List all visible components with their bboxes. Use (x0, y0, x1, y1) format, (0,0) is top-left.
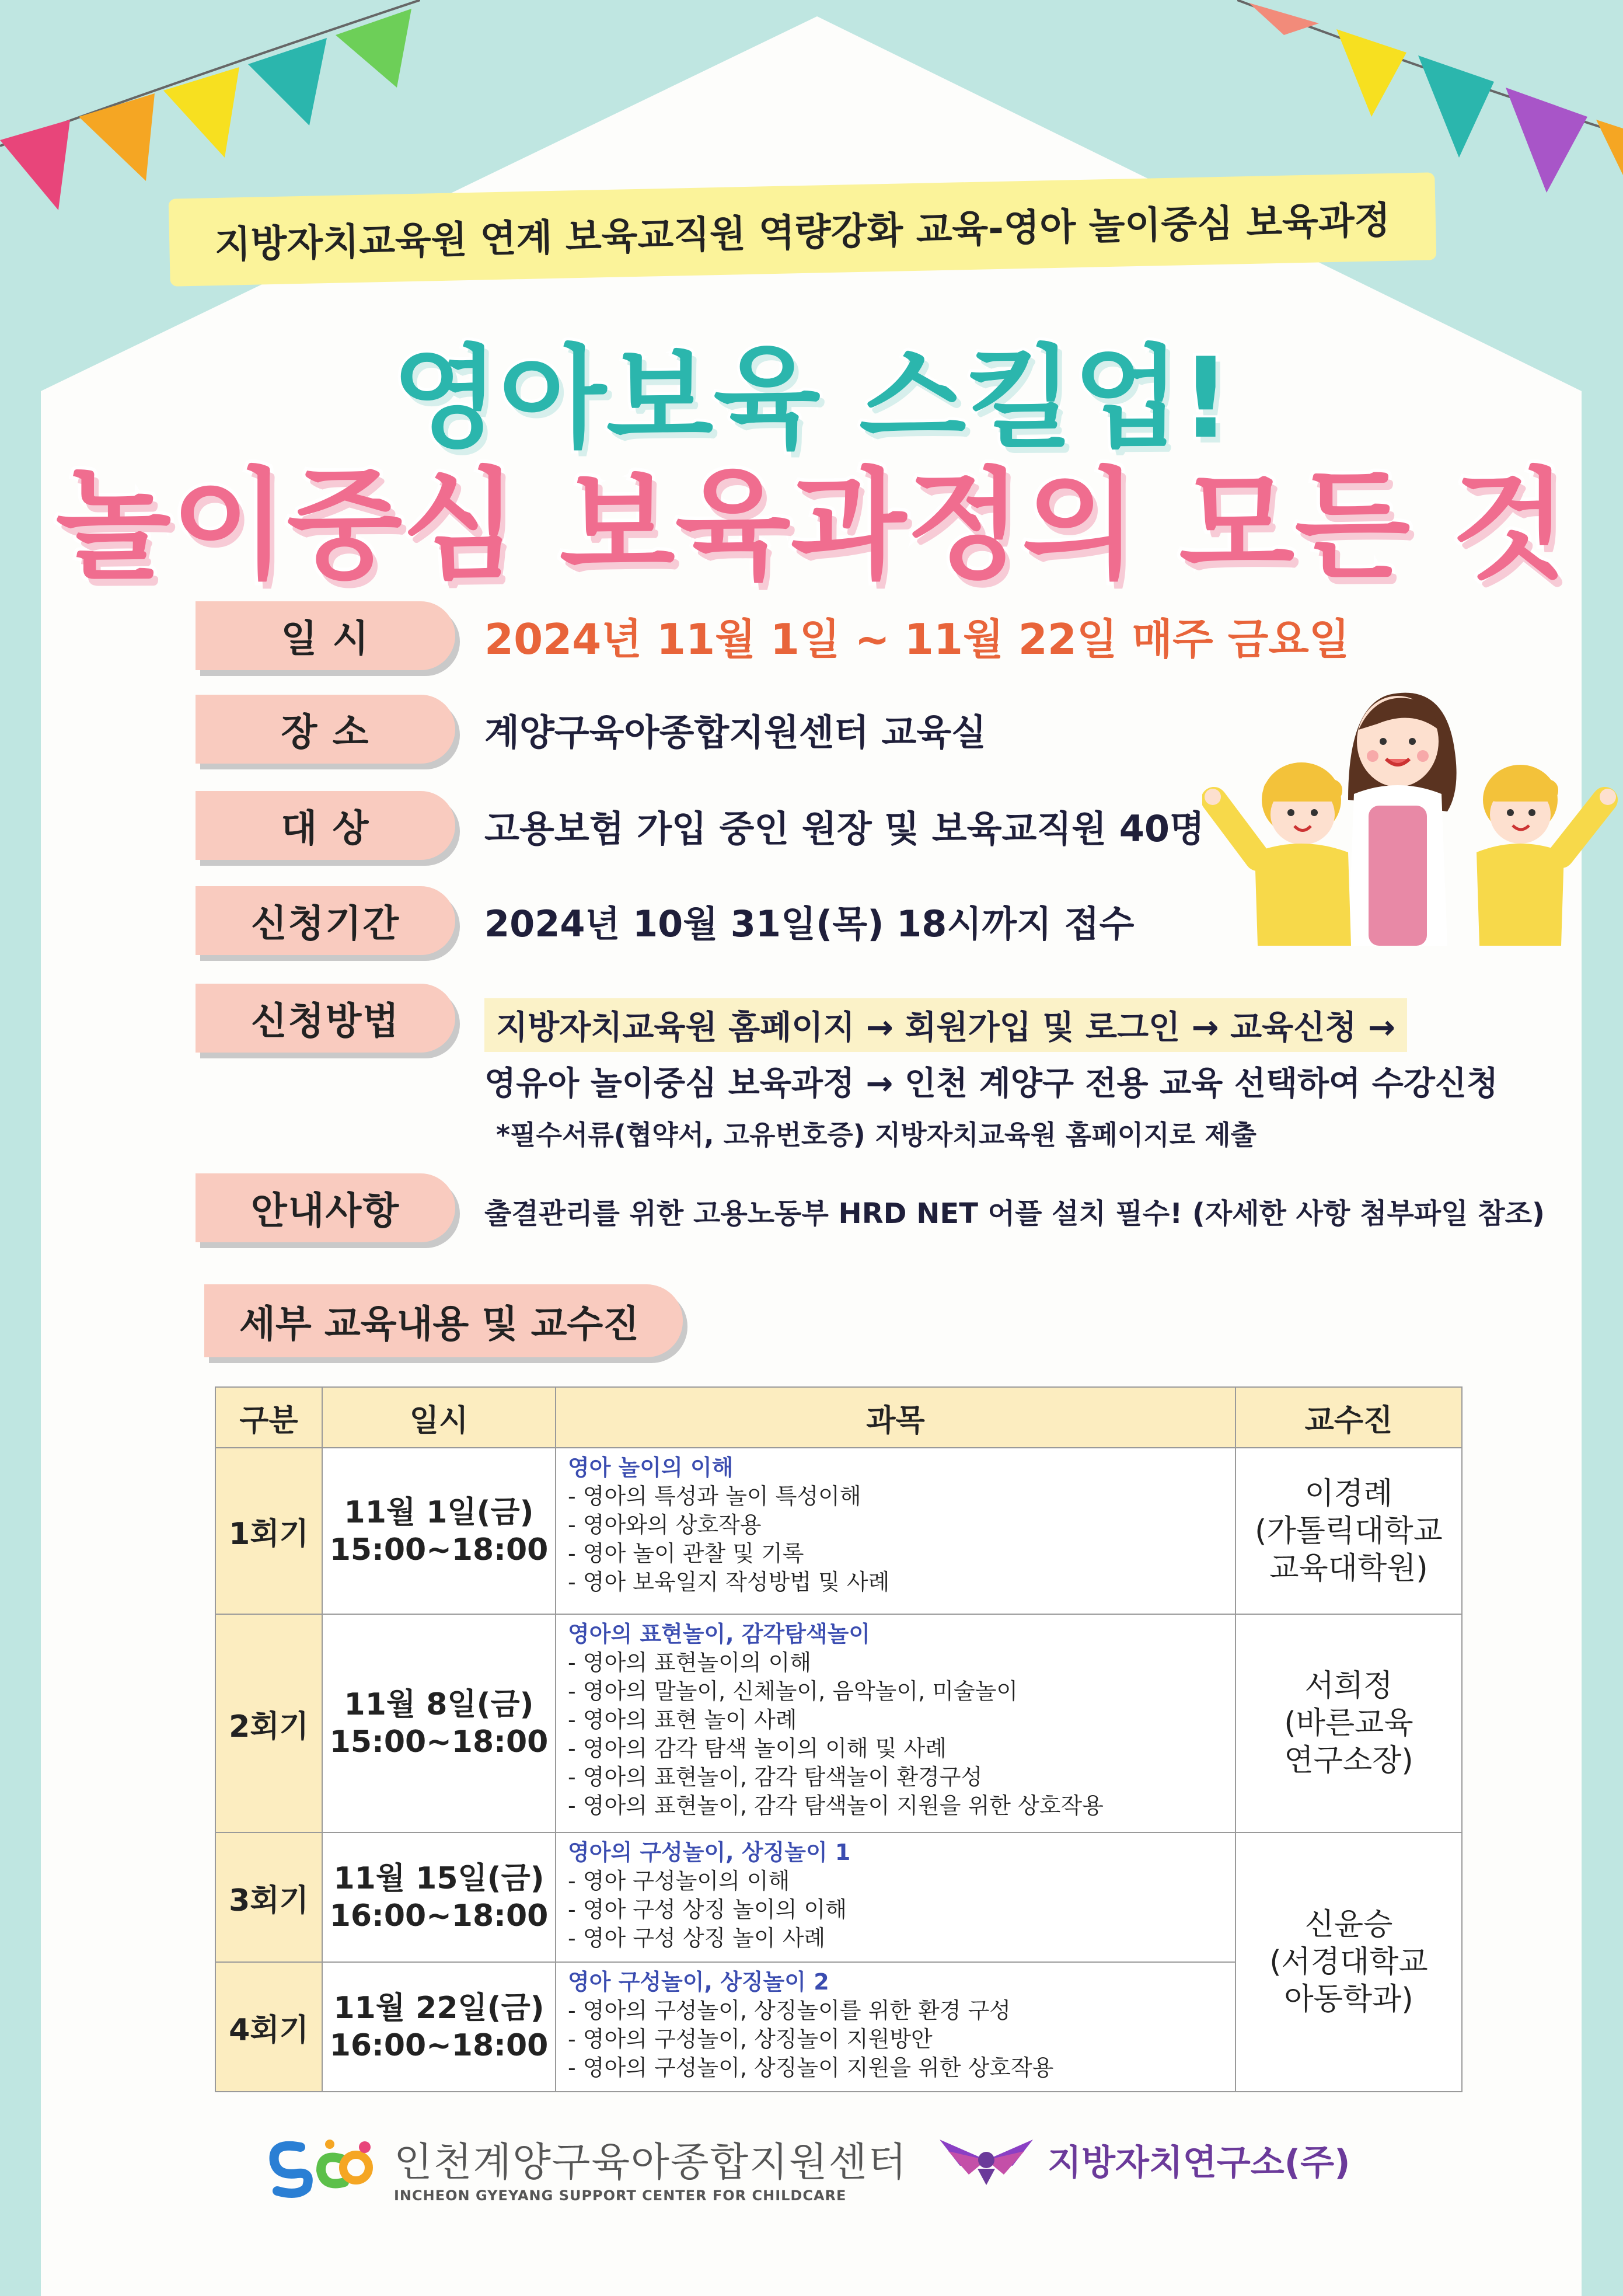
period-value: 2024년 10월 31일(목) 18시까지 접수 (484, 902, 1135, 945)
header-instructor: 교수진 (1235, 1387, 1462, 1448)
subject-item: - 영아의 말놀이, 신체놀이, 음악놀이, 미술놀이 (568, 1678, 1018, 1704)
subject-item: - 영아의 구성놀이, 상징놀이 지원을 위한 상호작용 (568, 2055, 1054, 2081)
method-line-1: 지방자치교육원 홈페이지 → 회원가입 및 로그인 → 교육신청 → (484, 998, 1407, 1052)
time-text: 16:00~18:00 (329, 2028, 549, 2063)
instructor-aff: 아동학과) (1284, 1982, 1413, 2017)
section-title: 세부 교육내용 및 교수진 (204, 1284, 683, 1357)
method-label: 신청방법 (196, 984, 455, 1053)
subject-title: 영아의 구성놀이, 상징놀이 1 (568, 1839, 851, 1865)
instructor-cell (1235, 1832, 1462, 2092)
subject-item: - 영아와의 상호작용 (568, 1512, 762, 1538)
row-date (196, 601, 1349, 670)
subject-item: - 영아 놀이 관찰 및 기록 (568, 1541, 804, 1566)
date-value: 2024년 11월 1일 ~ 11월 22일 매주 금요일 (484, 615, 1350, 664)
instructor-cell (1235, 1448, 1462, 1614)
instructor-name: 신윤승 (1304, 1907, 1393, 1942)
header-round: 구분 (215, 1387, 322, 1448)
round-cell: 1회기 (215, 1448, 322, 1614)
instructor-aff: 연구소장) (1284, 1743, 1413, 1778)
date-cell (322, 1448, 556, 1614)
place-label: 장 소 (196, 695, 455, 764)
target-label: 대 상 (196, 791, 455, 860)
notice-value: 출결관리를 위한 고용노동부 HRD NET 어플 설치 필수! (자세한 사항 첨부파일 참조) (484, 1197, 1545, 1230)
center-logo-block (266, 2131, 908, 2204)
date-text: 11월 22일(금) (333, 1991, 545, 2026)
subject-item: - 영아의 표현놀이, 감각 탐색놀이 지원을 위한 상호작용 (568, 1793, 1104, 1818)
row-notice (196, 1173, 455, 1242)
date-text: 11월 1일(금) (344, 1494, 534, 1530)
time-text: 15:00~18:00 (329, 1724, 549, 1760)
subject-cell (556, 1614, 1235, 1832)
banner-text: 지방자치교육원 연계 보육교직원 역량강화 교육-영아 놀이중심 보육과정 (214, 198, 1391, 267)
round-cell: 2회기 (215, 1614, 322, 1832)
instructor-name: 이경례 (1304, 1476, 1393, 1511)
subject-cell (556, 1448, 1235, 1614)
date-cell (322, 1962, 556, 2092)
teacher-children-illustration (1202, 654, 1622, 957)
instructor-aff: (바른교육 (1284, 1706, 1413, 1741)
subject-title: 영아 놀이의 이해 (568, 1455, 734, 1480)
subject-title: 영아의 표현놀이, 감각탐색놀이 (568, 1621, 871, 1647)
header-date: 일시 (322, 1387, 556, 1448)
instructor-aff: (가톨릭대학교 (1255, 1513, 1443, 1549)
notice-label: 안내사항 (196, 1173, 455, 1242)
time-text: 16:00~18:00 (329, 1898, 549, 1933)
subject-title: 영아 구성놀이, 상징놀이 2 (568, 1969, 829, 1995)
date-cell (322, 1614, 556, 1832)
center-name-en: INCHEON GYEYANG SUPPORT CENTER FOR CHILDCARE (394, 2187, 847, 2204)
row-target (196, 791, 1205, 860)
title-line-2: 놀이중심 보육과정의 모든 것 (55, 457, 1568, 595)
instructor-cell (1235, 1614, 1462, 1832)
subject-item: - 영아의 감각 탐색 놀이의 이해 및 사례 (568, 1736, 947, 1761)
subject-item: - 영아의 표현놀이, 감각 탐색놀이 환경구성 (568, 1764, 983, 1790)
date-label: 일 시 (196, 601, 455, 670)
subject-item: - 영아 구성놀이의 이해 (568, 1868, 790, 1894)
center-logo-icon (266, 2135, 376, 2200)
subject-cell (556, 1962, 1235, 2092)
subject-item: - 영아의 구성놀이, 상징놀이 지원방안 (568, 2026, 933, 2052)
subject-item: - 영아의 표현 놀이 사례 (568, 1707, 797, 1733)
time-text: 15:00~18:00 (329, 1532, 549, 1567)
center-name (394, 2131, 908, 2204)
method-note: *필수서류(협약서, 고유번호증) 지방자치교육원 홈페이지로 제출 (496, 1119, 1256, 1151)
instructor-name: 서희정 (1304, 1668, 1393, 1703)
table-row (215, 1832, 1462, 1962)
table-header-row (215, 1387, 1462, 1448)
date-text: 11월 15일(금) (333, 1861, 545, 1896)
target-value: 고용보험 가입 중인 원장 및 보육교직원 40명 (484, 807, 1205, 850)
date-text: 11월 8일(금) (344, 1687, 534, 1722)
method-line-2: 영유아 놀이중심 보육과정 → 인천 계양구 전용 교육 선택하여 수강신청 (484, 1065, 1499, 1103)
subject-cell (556, 1832, 1235, 1962)
institute-logo-block (937, 2134, 1350, 2186)
schedule-table (215, 1386, 1463, 2092)
center-name-ko: 인천계양구육아종합지원센터 (394, 2140, 908, 2186)
row-place (196, 695, 986, 764)
place-value: 계양구육아종합지원센터 교육실 (484, 710, 987, 754)
header-subject: 과목 (556, 1387, 1235, 1448)
row-period (196, 886, 1134, 955)
instructor-aff: 교육대학원) (1269, 1551, 1428, 1586)
institute-name: 지방자치연구소(주) (1048, 2142, 1350, 2183)
institute-logo-icon (937, 2134, 1036, 2186)
subject-item: - 영아의 표현놀이의 이해 (568, 1650, 812, 1675)
date-cell (322, 1832, 556, 1962)
period-label: 신청기간 (196, 886, 455, 955)
row-method (196, 984, 455, 1053)
subject-item: - 영아의 특성과 놀이 특성이해 (568, 1483, 861, 1509)
table-row (215, 1614, 1462, 1832)
subject-item: - 영아 구성 상징 놀이 사례 (568, 1925, 826, 1951)
round-cell: 4회기 (215, 1962, 322, 2092)
table-row (215, 1448, 1462, 1614)
subject-item: - 영아의 구성놀이, 상징놀이를 위한 환경 구성 (568, 1998, 1011, 2023)
title-line-1: 영아보육 스킬업! (392, 334, 1231, 463)
method-text (484, 998, 1498, 1152)
instructor-aff: (서경대학교 (1269, 1945, 1428, 1980)
subject-item: - 영아 구성 상징 놀이의 이해 (568, 1897, 847, 1922)
subject-item: - 영아 보육일지 작성방법 및 사례 (568, 1569, 890, 1595)
round-cell: 3회기 (215, 1832, 322, 1962)
